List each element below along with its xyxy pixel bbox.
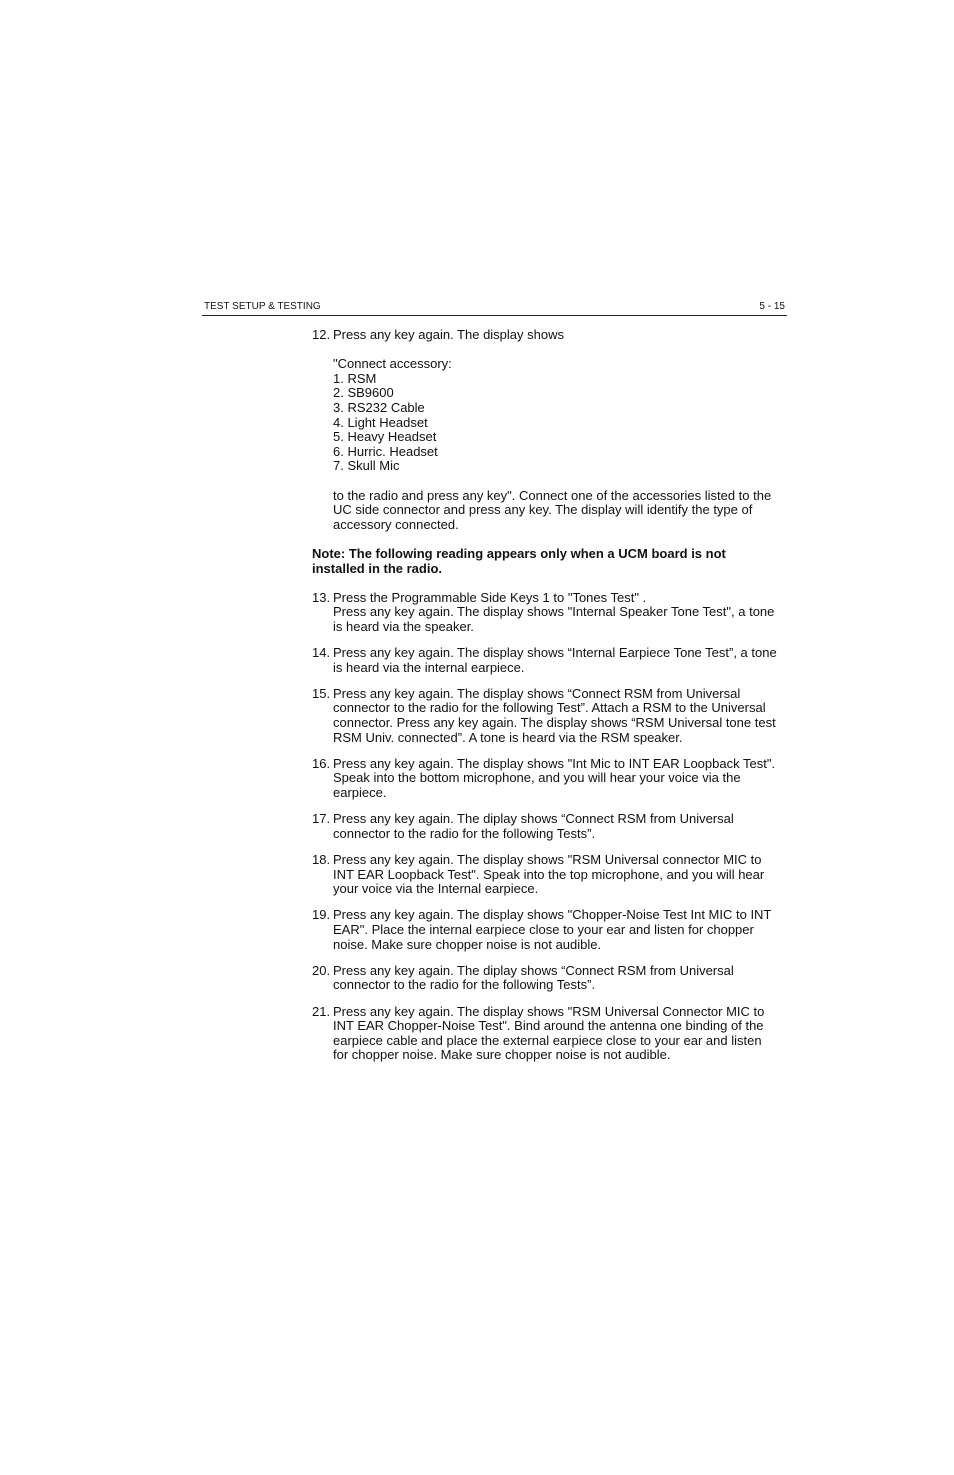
text-line: Speak into the bottom microphone, and you will hear your voice via the xyxy=(333,770,741,786)
step-18 xyxy=(312,853,784,897)
text-line: connector to the radio for the following Test”. Attach a RSM to the Universal xyxy=(333,700,766,716)
step-text: Press any key again. The display shows xyxy=(333,327,564,342)
text-line: INT EAR Chopper-Noise Test". Bind around the antenna one binding of the xyxy=(333,1018,764,1034)
text-line: earpiece cable and place the external earpiece close to your ear and listen xyxy=(333,1032,762,1048)
step-number: 15. xyxy=(312,685,331,701)
step-19 xyxy=(312,908,784,952)
step-number: 16. xyxy=(312,755,331,771)
accessory-item: 1. RSM xyxy=(333,370,377,386)
text-line: Press any key again. The display shows "Int Mic to INT EAR Loopback Test". xyxy=(333,755,776,771)
text-line: Press any key again. The display shows "RSM Universal connector MIC to xyxy=(333,851,762,867)
step-number: 19. xyxy=(312,907,331,923)
accessory-item: 6. Hurric. Headset xyxy=(333,443,438,459)
note-line: Note: The following reading appears only when a UCM board is not xyxy=(312,545,726,561)
step-16 xyxy=(312,757,784,801)
step-20 xyxy=(312,964,784,993)
text-line: Press any key again. The display shows "Chopper-Noise Test Int MIC to INT xyxy=(333,907,772,923)
step-15 xyxy=(312,687,784,745)
step-number: 21. xyxy=(312,1003,331,1019)
note-line: installed in the radio. xyxy=(312,560,443,576)
text-line: Press any key again. The display shows "RSM Universal Connector MIC to xyxy=(333,1003,765,1019)
text-line: Press any key again. The display shows “Internal Earpiece Tone Test”, a tone xyxy=(333,645,777,661)
step-number: 18. xyxy=(312,851,331,867)
step-13 xyxy=(312,591,784,635)
text-line: noise. Make sure chopper noise is not audible. xyxy=(333,936,602,952)
step-number: 17. xyxy=(312,811,331,827)
step-number: 12. xyxy=(312,327,331,342)
section-title: TEST SETUP & TESTING xyxy=(204,301,321,312)
page-header xyxy=(202,300,787,316)
accessory-item: 3. RS232 Cable xyxy=(333,399,425,415)
text-line: is heard via the speaker. xyxy=(333,618,474,634)
text-line: connector to the radio for the following Tests”. xyxy=(333,977,596,993)
display-intro: "Connect accessory: xyxy=(333,356,452,372)
text-line: your voice via the Internal earpiece. xyxy=(333,881,539,897)
text-line: for chopper noise. Make sure chopper noise is not audible. xyxy=(333,1047,671,1063)
text-line: Press any key again. The diplay shows “Connect RSM from Universal xyxy=(333,811,734,827)
step-12 xyxy=(312,328,784,532)
step-number: 20. xyxy=(312,962,331,978)
accessory-item: 2. SB9600 xyxy=(333,385,394,401)
accessory-item: 4. Light Headset xyxy=(333,414,428,430)
text-line: UC side connector and press any key. The display will identify the type of xyxy=(333,502,753,518)
text-line: Press any key again. The display shows “Connect RSM from Universal xyxy=(333,685,741,701)
text-line: Press any key again. The diplay shows “Connect RSM from Universal xyxy=(333,962,734,978)
text-line: accessory connected. xyxy=(333,516,459,532)
text-line: Press any key again. The display shows "Internal Speaker Tone Test", a tone xyxy=(333,604,775,620)
text-line: connector. Press any key again. The display shows “RSM Universal tone test xyxy=(333,715,776,731)
step-number: 13. xyxy=(312,589,331,605)
text-line: INT EAR Loopback Test". Speak into the top microphone, and you will hear xyxy=(333,866,765,882)
text-line: to the radio and press any key". Connect one of the accessories listed to the xyxy=(333,487,772,503)
note xyxy=(312,547,784,576)
text-line: EAR". Place the internal earpiece close to your ear and listen for chopper xyxy=(333,921,754,937)
accessory-item: 7. Skull Mic xyxy=(333,458,400,474)
text-line: Press the Programmable Side Keys 1 to "Tones Test" . xyxy=(333,589,647,605)
step-14 xyxy=(312,646,784,675)
step-number: 14. xyxy=(312,645,331,661)
text-line: RSM Univ. connected”. A tone is heard via the RSM speaker. xyxy=(333,729,683,745)
text-line: is heard via the internal earpiece. xyxy=(333,659,525,675)
step-21 xyxy=(312,1005,784,1063)
page-number: 5 - 15 xyxy=(759,301,785,312)
text-line: connector to the radio for the following Tests”. xyxy=(333,825,596,841)
document-body xyxy=(312,328,784,1063)
step-17 xyxy=(312,812,784,841)
accessory-item: 5. Heavy Headset xyxy=(333,429,437,445)
text-line: earpiece. xyxy=(333,785,387,800)
